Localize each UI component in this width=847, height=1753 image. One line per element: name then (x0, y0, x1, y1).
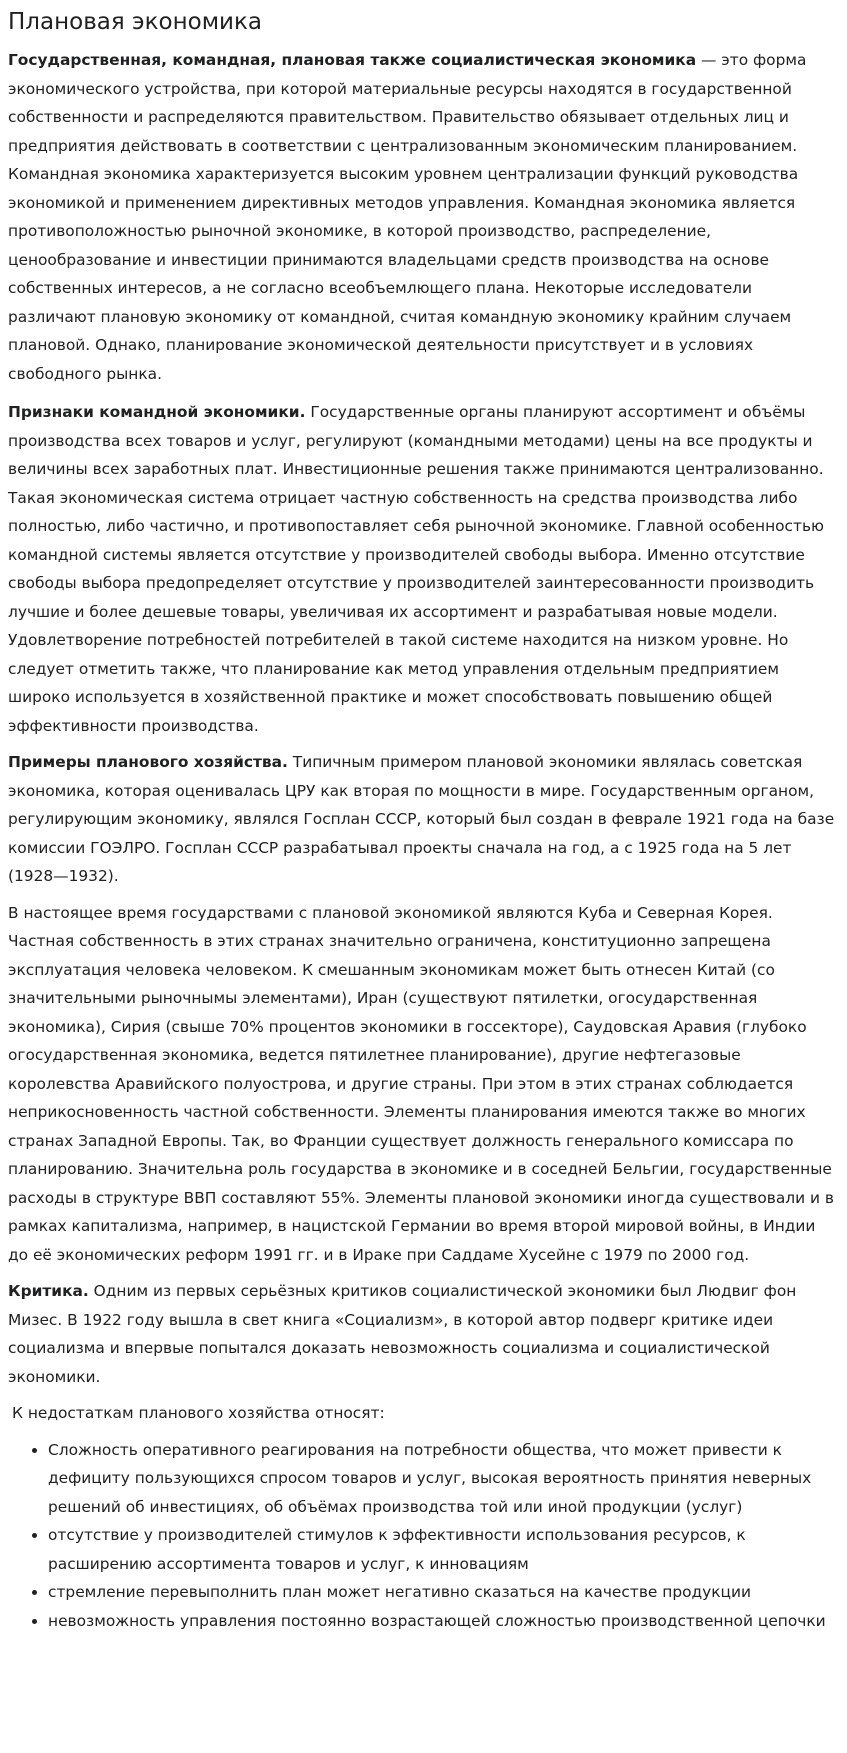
paragraph-definition (8, 46, 839, 388)
paragraph-text: Одним из первых серьёзных критиков социалистической экономики был Людвиг фон Мизес. В 1922 году вышла в свет книга «Социализм», в которой автор подверг критике идеи социализма и впервые попытался доказать невозможность социализма и социалистической экономики. (8, 1282, 797, 1386)
paragraph-text: Государственные органы планируют ассортимент и объёмы производства всех товаров и услуг, регулируют (командными методами) цены на все продукты и величины всех заработных плат. Инвестиционные решения также принимаются централизованно. Такая экономическая система отрицает частную собственность на средства производства либо полностью, либо частично, и противопоставляет себя рыночной экономике. Главной особенностью командной системы является отсутствие у производителей свободы выбора. Именно отсутствие свободы выбора предопределяет отсутствие у производителей заинтересованности производить лучшие и более дешевые товары, увеличивая их ассортимент и разрабатывая новые модели. Удовлетворение потребностей потребителей в такой системе находится на низком уровне. Но следует отметить также, что планирование как метод управления отдельным предприятием широко используется в хозяйственной практике и может способствовать повышению общей эффективности производства. (8, 403, 824, 735)
list-item: • невозможность управления постоянно возрастающей сложностью производственной цепочки (48, 1607, 839, 1636)
paragraph-lead: Примеры планового хозяйства. (8, 753, 288, 771)
drawbacks-list (8, 1436, 839, 1636)
paragraph-examples (8, 748, 839, 891)
paragraph-present-day (8, 899, 839, 1270)
paragraph-text: В настоящее время государствами с плановой экономикой являются Куба и Северная Корея. Частная собственность в этих странах значительно ограничена, конституционно запрещена эксплуатация человека человеком. К смешанным экономикам может быть отнесен Китай (со значительными рыночнымы элементами), Иран (существуют пятилетки, огосударственная экономика), Сирия (свыше 70% процентов экономики в госсекторе), Саудовская Аравия (глубоко огосударственная экономика, ведется пятилетнее планирование), другие нефтегазовые королевства Аравийского полуострова, и другие страны. При этом в этих странах соблюдается неприкосновенность частной собственности. Элементы планирования имеются также во многих странах Западной Европы. Так, во Франции существует должность генерального комиссара по планированию. Значительна роль государства в экономике и в соседней Бельгии, государственные расходы в структуре ВВП составляют 55%. Элементы плановой экономики иногда существовали и в рамках капитализма, например, в нацистской Германии во время второй мировой войны, в Индии до её экономических реформ 1991 гг. и в Ираке при Саддаме Хусейне с 1979 по 2000 год. (8, 903, 834, 1264)
list-item: • Сложность оперативного реагирования на потребности общества, что может привести к дефициту пользующихся спросом товаров и услуг, высокая вероятность принятия неверных решений об инвестициях, об объёмах производства той или иной продукции (услуг) (48, 1436, 839, 1522)
paragraph-features (8, 398, 839, 740)
list-item: • стремление перевыполнить план может негативно сказаться на качестве продукции (48, 1578, 839, 1607)
paragraph-text: Типичным примером плановой экономики являлась советская экономика, которая оценивалась ЦРУ как вторая по мощности в мире. Государственным органом, регулирующим экономику, являлся Госплан СССР, который был создан в феврале 1921 года на базе комиссии ГОЭЛРО. Госплан СССР разрабатывал проекты сначала на год, а с 1925 года на 5 лет (1928—1932). (8, 753, 835, 885)
list-intro: К недостаткам планового хозяйства относят: (12, 1404, 385, 1422)
page-title: Плановая экономика (8, 9, 262, 35)
list-item: • отсутствие у производителей стимулов к эффективности использования ресурсов, к расширению ассортимента товаров и услуг, к инновациям (48, 1521, 839, 1578)
paragraph-lead: Признаки командной экономики. (8, 403, 306, 421)
paragraph-lead: Государственная, командная, плановая также социалистическая экономика (8, 51, 697, 69)
paragraph-text: — это форма экономического устройства, при которой материальные ресурсы находятся в государственной собственности и распределяются правительством. Правительство обязывает отдельных лиц и предприятия действовать в соответствии с централизованным экономическим планированием. Командная экономика характеризуется высоким уровнем централизации функций руководства экономикой и применением директивных методов управления. Командная экономика является противоположностью рыночной экономике, в которой производство, распределение, ценообразование и инвестиции принимаются владельцами средств производства на основе собственных интересов, а не согласно всеобъемлющего плана. Некоторые исследователи различают плановую экономику от командной, считая командную экономику крайним случаем плановой. Однако, планирование экономической деятельности присутствует и в условиях свободного рынка. (8, 51, 807, 383)
paragraph-lead: Критика. (8, 1282, 89, 1300)
paragraph-criticism (8, 1277, 839, 1391)
